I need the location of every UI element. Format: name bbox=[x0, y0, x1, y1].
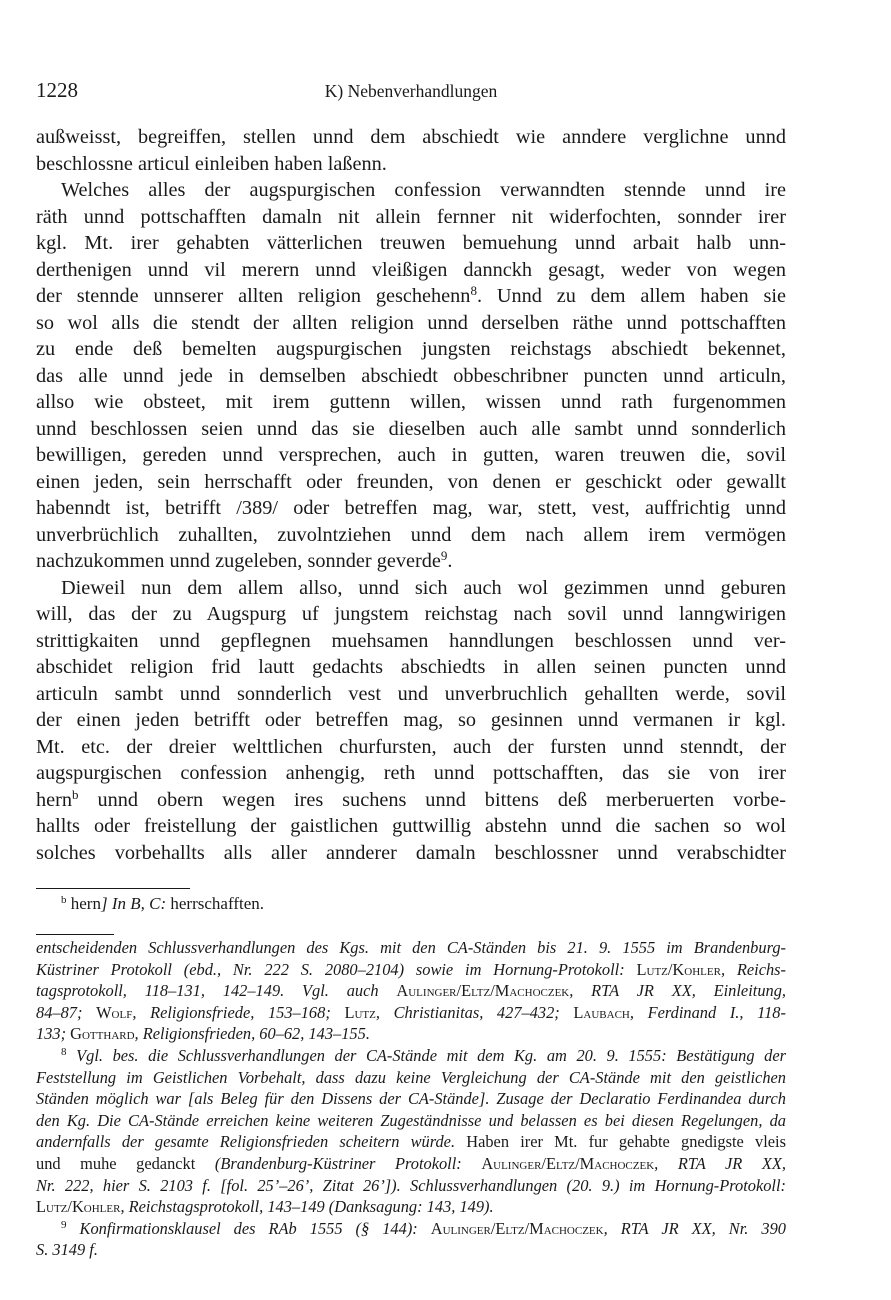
text-line: zu ende deß bemelten augspurgischen jungsten reichstags abschiedt bekennet, bbox=[36, 338, 786, 360]
section-title: K) Nebenverhandlungen bbox=[324, 81, 498, 101]
fn-text: Küstriner Protokoll (ebd., Nr. 222 S. 2080–2104) sowie im Hornung-Protokoll: bbox=[36, 959, 625, 979]
main-text bbox=[36, 124, 786, 866]
fn-text: , Religionsfriede, 153–168; bbox=[132, 1002, 331, 1022]
text-line: kgl. Mt. irer gehabten vätterlichen treuwen bemuehung unnd arbait halb unn- bbox=[36, 232, 786, 254]
footnote-9-line bbox=[36, 1218, 786, 1240]
text-line: unverbrüchlich zuhallten, zuvolntziehen unnd dem nach allem irem vermögen bbox=[36, 523, 786, 546]
witness: In B, C: bbox=[107, 894, 167, 913]
footnote-rule bbox=[36, 934, 114, 935]
apparatus-marker: b bbox=[61, 894, 67, 906]
footnote-8-line: Ständen möglich war [als Beleg für den Dissens der CA-Stände]. Zusage der Declaratio Ferdinandea durch bbox=[36, 1089, 786, 1109]
fn-quote: Haben irer Mt. fur gehabte gnedigste vleis bbox=[455, 1132, 786, 1152]
fn-text: , Reichstagsprotokoll, 143–149 (Danksagung: 143, 149). bbox=[120, 1197, 494, 1217]
text-fragment: nachzukommen unnd zugeleben, sonnder geverde bbox=[36, 550, 441, 572]
fn-text: (Brandenburg-Küstriner Protokoll: bbox=[195, 1153, 462, 1173]
footnote-ref-8[interactable]: 8 bbox=[470, 283, 477, 298]
author-name: Lutz/Kohler bbox=[36, 1197, 121, 1217]
author-name: Lutz/Kohler bbox=[636, 959, 721, 979]
fn-text: 84–87; bbox=[36, 1002, 83, 1022]
text-line: hallts oder freistellung der gaistlichen guttwillig abstehn unnd die sachen so wol bbox=[36, 815, 786, 837]
text-line: derthenigen unnd vil merern unnd vleißigen dannckh gesagt, weder von wegen bbox=[36, 258, 786, 281]
footnote-line bbox=[36, 1023, 786, 1045]
footnote-line bbox=[36, 959, 786, 981]
text-fragment: der stennde unnserer allten religion geschehenn bbox=[36, 285, 471, 307]
author-name: Laubach bbox=[573, 1002, 630, 1022]
text-fragment: unnd obern wegen ires suchens unnd bittens deß merberuerten vorbe- bbox=[78, 788, 786, 811]
variant-reading: herrschafften. bbox=[166, 894, 264, 913]
text-line: außweisst, begreiffen, stellen unnd dem abschiedt wie anndere verglichne unnd bbox=[36, 126, 786, 148]
text-line: augspurgischen confession anhengig, reth unnd pottschafften, das sie von irer bbox=[36, 762, 786, 784]
apparatus-note-b bbox=[36, 893, 786, 915]
fn-text: , Ferdinand I., 118- bbox=[629, 1002, 786, 1022]
footnote-line bbox=[36, 980, 786, 1002]
text-line: habenndt ist, betrifft /389/ oder betreffen mag, war, stett, vest, auffrichtig unnd bbox=[36, 497, 786, 519]
lemma-bracket: ] bbox=[100, 894, 108, 913]
text-line: der einen jeden betrifft oder betreffen mag, so gesinnen unnd vermanen ir kgl. bbox=[36, 709, 786, 731]
text-line: Dieweil nun dem allem allso, unnd sich auch wol gezimmen unnd geburen bbox=[61, 576, 786, 599]
text-line: so wol alls die stendt der allten religion unnd derselben räthe unnd pottschafften bbox=[36, 311, 786, 334]
footnote-9-line: S. 3149 f. bbox=[36, 1240, 98, 1260]
text-line: unnd beschlossen seien unnd das sie dieselben auch alle sambt unnd sonnderlich bbox=[36, 417, 786, 440]
text-line: beschlossne articul einleiben haben laßenn. bbox=[36, 152, 387, 175]
fn-text: Vgl. bes. die Schlussverhandlungen der CA-Stände mit dem Kg. am 20. 9. 1555: Bestätigung der bbox=[76, 1045, 787, 1065]
fn-text: , RTA JR XX, Einleitung, bbox=[569, 981, 787, 1001]
footnote-line bbox=[36, 1002, 786, 1024]
running-head bbox=[36, 78, 786, 106]
lemma: hern bbox=[70, 894, 101, 913]
footnote-8-line bbox=[36, 1045, 786, 1067]
footnotes bbox=[36, 937, 786, 1261]
text-fragment: . Unnd zu dem allem haben sie bbox=[476, 285, 787, 307]
text-line: articuln sambt unnd sonnderlich vest und unverbruchlich gehallten werde, sovil bbox=[36, 682, 786, 705]
footnote-8-line bbox=[36, 1153, 786, 1175]
author-name: Aulinger/Eltz/Machoczek bbox=[481, 1153, 655, 1173]
text-line: das alle unnd jede in demselben abschiedt obbeschribner puncten unnd articuln, bbox=[36, 364, 786, 387]
text-line bbox=[36, 283, 786, 310]
text-line bbox=[36, 548, 786, 575]
footnote-8-line bbox=[36, 1131, 786, 1153]
fn-text: , Reichs- bbox=[720, 959, 787, 979]
footnote-marker-8: 8 bbox=[61, 1045, 67, 1058]
author-name: Aulinger/Eltz/Machoczek bbox=[430, 1218, 604, 1238]
footnote-line: entscheidenden Schlussverhandlungen des Kgs. mit den CA-Ständen bis 21. 9. 1555 im Brandenburg- bbox=[36, 938, 786, 957]
text-line: solches vorbehallts alls aller annderer damaln beschlossner unnd verabschidter bbox=[36, 841, 786, 864]
text-line: abschidet religion frid lautt gedachts abschiedts in allen seinen puncten unnd bbox=[36, 656, 786, 678]
fn-text: , RTA JR XX, Nr. 390 bbox=[603, 1218, 786, 1238]
footnote-8-line bbox=[36, 1196, 786, 1218]
apparatus-ref-b[interactable]: b bbox=[72, 786, 79, 802]
footnote-marker-9: 9 bbox=[61, 1218, 67, 1231]
text-line: Mt. etc. der dreier welttlichen churfursten, auch der fursten unnd stenndt, der bbox=[36, 735, 786, 758]
apparatus-rule bbox=[36, 888, 190, 889]
text-line: einen jeden, sein herrschafft oder freunden, von denen er geschickt oder gewallt bbox=[36, 470, 786, 493]
critical-apparatus bbox=[36, 893, 786, 915]
fn-text: tagsprotokoll, 118–131, 142–149. Vgl. auch bbox=[36, 981, 379, 1001]
fn-quote: und muhe gedanckt bbox=[36, 1153, 196, 1173]
footnote-8-line: Nr. 222, hier S. 2103 f. [fol. 25’–26’, Zitat 26’]). Schlussverhandlungen (20. 9.) im Hornung-Protokoll: bbox=[36, 1175, 786, 1195]
footnote-8-line: den Kg. Die CA-Stände erreichen keine weiteren Zugeständnisse und belassen es bei diesen Regelungen, da bbox=[36, 1110, 786, 1130]
fn-text: 133; bbox=[36, 1024, 67, 1044]
text-line: Welches alles der augspurgischen confession verwanndten stennde unnd ire bbox=[61, 179, 786, 201]
text-line bbox=[36, 787, 786, 814]
author-name: Aulinger/Eltz/Machoczek bbox=[396, 981, 570, 1001]
text-line: räth unnd pottschafften damaln nit allein fernner nit widerfochten, sonnder irer bbox=[36, 205, 786, 228]
fn-text: , RTA JR XX, bbox=[654, 1153, 786, 1173]
page-number: 1228 bbox=[36, 78, 78, 102]
author-name: Lutz bbox=[344, 1002, 376, 1022]
text-fragment: . bbox=[447, 550, 453, 572]
footnote-ref-9[interactable]: 9 bbox=[440, 548, 448, 563]
text-line: allso wie obsteet, mit irem guttenn willen, wissen unnd rath furgenommen bbox=[36, 391, 786, 413]
text-line: will, das der zu Augspurg uf jungstem reichstag nach sovil unnd lanngwirigen bbox=[36, 603, 786, 625]
fn-text: Konfirmationsklausel des RAb 1555 (§ 144): bbox=[79, 1218, 418, 1238]
author-name: Gotthard bbox=[70, 1024, 135, 1044]
author-name: Wolf bbox=[96, 1002, 133, 1022]
text-line: bewilligen, gereden unnd versprechen, auch in gutten, waren treuwen die, sovil bbox=[36, 444, 786, 466]
footnote-8-line: Feststellung im Geistlichen Vorbehalt, dass dazu keine Vergleichung der CA-Stände mit den geistlichen bbox=[36, 1067, 786, 1087]
fn-text: , Christianitas, 427–432; bbox=[375, 1002, 560, 1022]
text-fragment: hern bbox=[36, 788, 73, 811]
fn-text: andernfalls der gesamte Religionsfrieden scheitern würde. bbox=[36, 1132, 456, 1152]
fn-text: , Religionsfrieden, 60–62, 143–155. bbox=[134, 1024, 370, 1044]
text-line: strittigkaiten unnd gepflegnen muehsamen hanndlungen beschlossen unnd ver- bbox=[36, 629, 786, 652]
